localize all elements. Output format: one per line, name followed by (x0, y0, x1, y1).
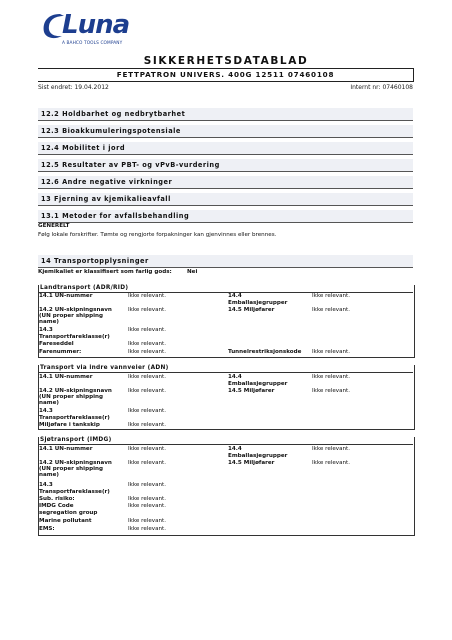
inland-name-value: Ikke relevant. (128, 388, 167, 394)
land-class-label: 14.3 (39, 327, 53, 333)
land-pg-label-2: Emballasjegrupper (228, 300, 288, 306)
sea-transport-title: Sjøtransport (IMDG) (40, 437, 112, 443)
land-name-value: Ikke relevant. (128, 307, 167, 313)
land-transport-title: Landtransport (ADR/RID) (40, 285, 129, 291)
sea-env-label: 14.5 Miljøfarer (228, 460, 275, 466)
land-un-label: 14.1 UN-nummer (39, 293, 93, 299)
land-tunnel-label: Tunnelrestriksjonskode (228, 349, 302, 355)
inland-env-label: 14.5 Miljøfarer (228, 388, 275, 394)
sea-class-label: 14.3 (39, 482, 53, 488)
section-12-2-header: 12.2 Holdbarhet og nedbrytbarhet (38, 108, 413, 121)
inland-env-value: Ikke relevant. (312, 388, 351, 394)
sea-mp-label: Marine pollutant (39, 518, 92, 524)
sea-un-label: 14.1 UN-nummer (39, 446, 93, 452)
sea-imdg-label-2: segregation group (39, 510, 98, 516)
sea-name-label: 14.2 UN-skipningsnavn (39, 460, 112, 466)
sea-sub-label: Sub. risiko: (39, 496, 75, 502)
land-pg-label: 14.4 (228, 293, 242, 299)
section-13-header: 13 Fjerning av kjemikalieavfall (38, 193, 413, 206)
sea-name-label-2: (UN proper shipping (39, 466, 103, 472)
land-pg-value: Ikke relevant. (312, 293, 351, 299)
land-seddel-label: Fareseddel (39, 341, 74, 347)
sea-class-label-2: Transportfareklasse(r) (39, 489, 110, 495)
inland-pg-label: 14.4 (228, 374, 242, 380)
sea-ems-value: Ikke relevant. (128, 526, 167, 532)
general-text: Følg lokale forskrifter. Tømte og rengjorte forpakninger kan gjenvinnes eller brennes. (38, 232, 277, 238)
inland-pg-value: Ikke relevant. (312, 374, 351, 380)
inland-class-label: 14.3 (39, 408, 53, 414)
section-12-6-header: 12.6 Andre negative virkninger (38, 176, 413, 189)
land-un-value: Ikke relevant. (128, 293, 167, 299)
land-name-label-3: name) (39, 319, 59, 325)
sea-pg-label-2: Emballasjegrupper (228, 453, 288, 459)
sea-pg-value: Ikke relevant. (312, 446, 351, 452)
sea-ems-label: EMS: (39, 526, 55, 532)
sea-name-label-3: name) (39, 472, 59, 478)
land-title-rule (38, 292, 413, 293)
inland-un-value: Ikke relevant. (128, 374, 167, 380)
sea-env-value: Ikke relevant. (312, 460, 351, 466)
section-13-1-header: 13.1 Metoder for avfallsbehandling (38, 210, 413, 223)
land-env-label: 14.5 Miljøfarer (228, 307, 275, 313)
logo-wordmark: Luna (62, 10, 130, 40)
land-env-value: Ikke relevant. (312, 307, 351, 313)
inland-un-label: 14.1 UN-nummer (39, 374, 93, 380)
land-farenr-label: Farenummer: (39, 349, 82, 355)
logo-tagline: A BAHCO TOOLS COMPANY (62, 41, 123, 46)
company-logo (40, 10, 130, 50)
inland-transport-title: Transport via indre vannveier (ADN) (40, 365, 169, 371)
section-12-4-header: 12.4 Mobilitet i jord (38, 142, 413, 155)
land-name-label-2: (UN proper shipping (39, 313, 103, 319)
inland-class-label-2: Transportfareklasse(r) (39, 415, 110, 421)
inland-name-label-3: name) (39, 400, 59, 406)
land-name-label: 14.2 UN-skipningsnavn (39, 307, 112, 313)
sea-transport-box (38, 437, 415, 536)
classified-value: Nei (187, 269, 198, 275)
sea-mp-value: Ikke relevant. (128, 518, 167, 524)
land-tunnel-value: Ikke relevant. (312, 349, 351, 355)
sea-imdg-value: Ikke relevant. (128, 503, 167, 509)
inland-class-value: Ikke relevant. (128, 408, 167, 414)
sea-imdg-label: IMDG Code (39, 503, 74, 509)
section-12-3-header: 12.3 Bioakkumuleringspotensiale (38, 125, 413, 138)
land-class-label-2: Transportfareklasse(r) (39, 334, 110, 340)
land-class-value: Ikke relevant. (128, 327, 167, 333)
internal-number: Internt nr: 07460108 (350, 84, 413, 91)
inland-marine-value: Ikke relevant. (128, 422, 167, 428)
section-12-5-header: 12.5 Resultater av PBT- og vPvB-vurdering (38, 159, 413, 172)
sea-un-value: Ikke relevant. (128, 446, 167, 452)
land-seddel-value: Ikke relevant. (128, 341, 167, 347)
classified-label: Kjemikaliet er klassifisert som farlig gods: (38, 269, 172, 275)
section-14-header: 14 Transportopplysninger (38, 255, 413, 268)
inland-name-label: 14.2 UN-skipningsnavn (39, 388, 112, 394)
revision-date: Sist endret: 19.04.2012 (38, 84, 109, 91)
sea-sub-value: Ikke relevant. (128, 496, 167, 502)
sea-pg-label: 14.4 (228, 446, 242, 452)
sea-class-value: Ikke relevant. (128, 482, 167, 488)
sea-name-value: Ikke relevant. (128, 460, 167, 466)
document-title: SIKKERHETSDATABLAD (143, 55, 309, 67)
product-header (38, 68, 414, 82)
sea-title-rule (38, 444, 413, 445)
inland-pg-label-2: Emballasjegrupper (228, 381, 288, 387)
general-label: GENERELT (38, 223, 70, 229)
land-farenr-value: Ikke relevant. (128, 349, 167, 355)
inland-marine-label: Miljøfare i tankskip (39, 422, 100, 428)
inland-name-label-2: (UN proper shipping (39, 394, 103, 400)
inland-title-rule (38, 372, 413, 373)
land-transport-box (38, 285, 415, 358)
product-name: FETTPATRON UNIVERS. 400G 12511 07460108 (116, 70, 335, 79)
